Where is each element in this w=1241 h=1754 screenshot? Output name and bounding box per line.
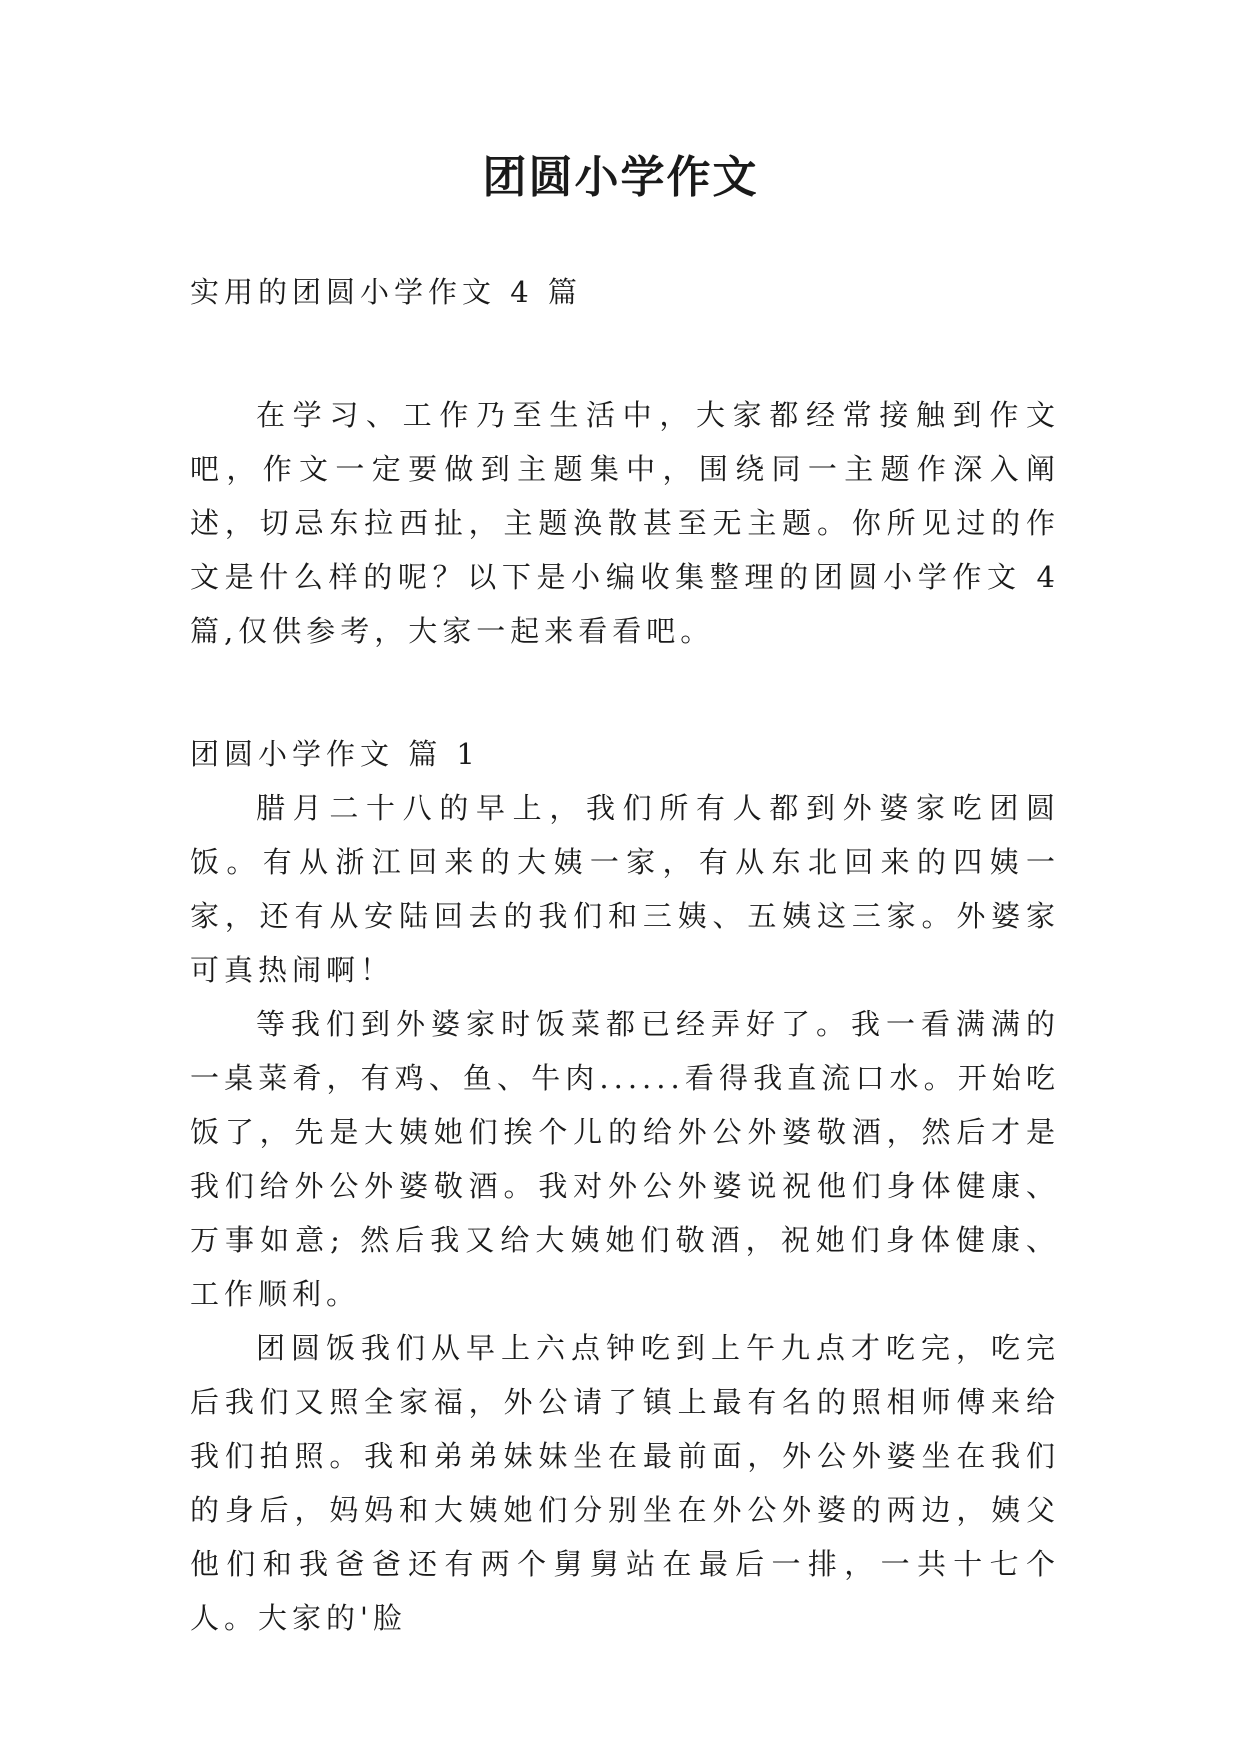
intro-paragraph: 在学习、工作乃至生活中，大家都经常接触到作文吧，作文一定要做到主题集中，围绕同一主题作深入阐述，切忌东拉西扯，主题涣散甚至无主题。你所见过的作文是什么样的呢？以下是小编收集整理的团圆小学作文 4 篇,仅供参考，大家一起来看看吧。	[190, 398, 1060, 648]
page-title: 团圆小学作文	[482, 152, 759, 203]
body-paragraph: 腊月二十八的早上，我们所有人都到外婆家吃团圆饭。有从浙江回来的大姨一家，有从东北回来的四姨一家，还有从安陆回去的我们和三姨、五姨这三家。外婆家可真热闹啊！	[190, 791, 1060, 987]
body-paragraph: 等我们到外婆家时饭菜都已经弄好了。我一看满满的一桌菜肴，有鸡、鱼、牛肉......看得我直流口水。开始吃饭了，先是大姨她们挨个儿的给外公外婆敬酒，然后才是我们给外公外婆敬酒。我对外公外婆说祝他们身体健康、万事如意; 然后我又给大姨她们敬酒，祝她们身体健康、工作顺利。	[190, 1007, 1060, 1311]
body-paragraph: 团圆饭我们从早上六点钟吃到上午九点才吃完，吃完后我们又照全家福，外公请了镇上最有名的照相师傅来给我们拍照。我和弟弟妹妹坐在最前面，外公外婆坐在我们的身后，妈妈和大姨她们分别坐在外公外婆的两边，姨父他们和我爸爸还有两个舅舅站在最后一排，一共十七个人。大家的'脸	[190, 1331, 1060, 1635]
document-body	[190, 265, 1060, 1645]
section-heading: 团圆小学作文 篇 1	[190, 737, 480, 771]
document-subtitle: 实用的团圆小学作文 4 篇	[190, 275, 582, 309]
